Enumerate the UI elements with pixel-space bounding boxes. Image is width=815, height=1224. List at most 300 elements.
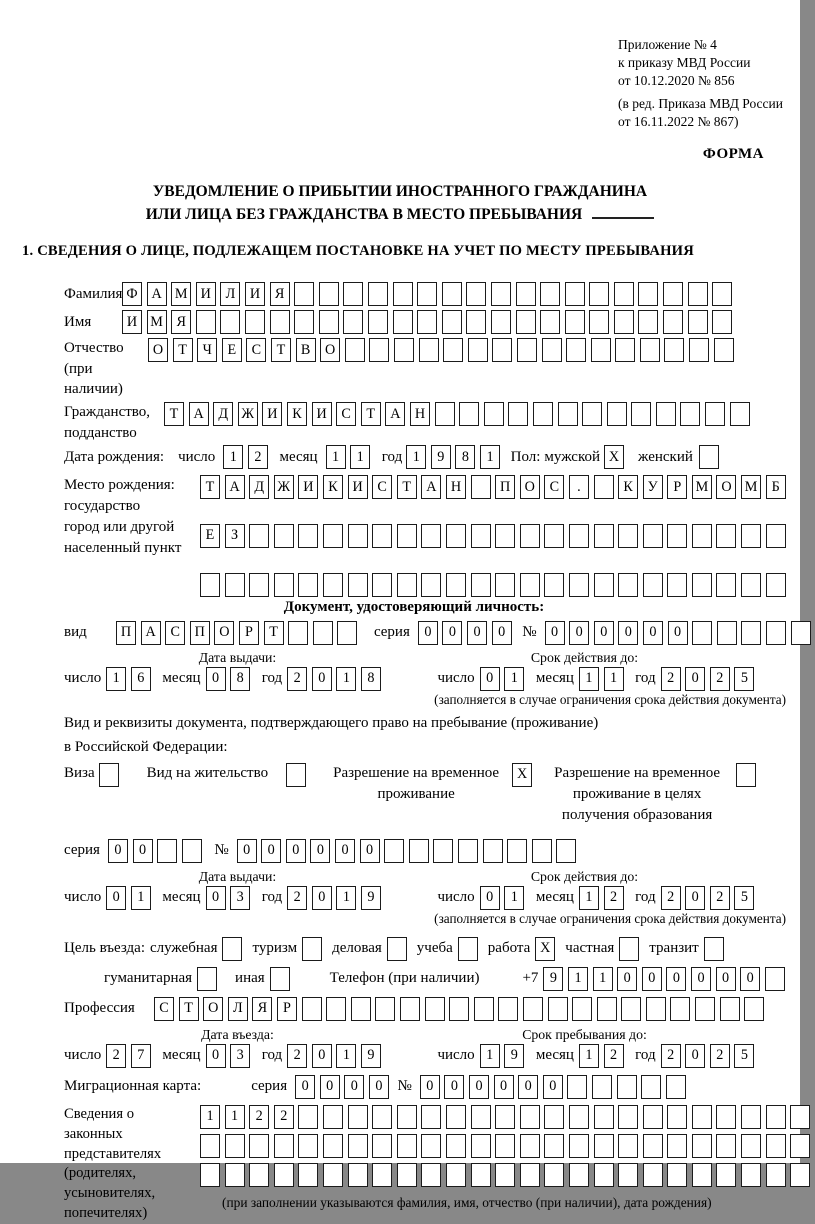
char-box[interactable]: А bbox=[225, 475, 245, 499]
char-box[interactable] bbox=[492, 338, 512, 362]
char-box[interactable]: 1 bbox=[593, 967, 613, 991]
doc-issue-day-boxes[interactable] bbox=[106, 667, 155, 691]
char-box[interactable]: 0 bbox=[310, 839, 330, 863]
char-box[interactable]: Н bbox=[446, 475, 466, 499]
char-box[interactable] bbox=[569, 1163, 589, 1187]
char-box[interactable] bbox=[446, 524, 466, 548]
char-box[interactable]: М bbox=[171, 282, 191, 306]
char-box[interactable] bbox=[558, 402, 578, 426]
char-box[interactable] bbox=[200, 1163, 220, 1187]
char-box[interactable]: 0 bbox=[685, 886, 705, 910]
char-box[interactable]: 0 bbox=[286, 839, 306, 863]
char-box[interactable]: 9 bbox=[543, 967, 563, 991]
char-box[interactable]: 6 bbox=[131, 667, 151, 691]
char-box[interactable]: 1 bbox=[504, 667, 524, 691]
permit-expiry-month-boxes[interactable] bbox=[579, 886, 628, 910]
char-box[interactable] bbox=[688, 310, 708, 334]
char-box[interactable]: А bbox=[147, 282, 167, 306]
char-box[interactable]: П bbox=[116, 621, 136, 645]
female-checkbox[interactable] bbox=[699, 445, 719, 469]
char-box[interactable]: 8 bbox=[455, 445, 475, 469]
char-box[interactable] bbox=[348, 1163, 368, 1187]
char-box[interactable] bbox=[565, 310, 585, 334]
char-box[interactable]: 0 bbox=[469, 1075, 489, 1099]
char-box[interactable] bbox=[643, 1105, 663, 1129]
char-box[interactable]: 2 bbox=[661, 1044, 681, 1068]
representatives-row1-boxes[interactable] bbox=[200, 1105, 815, 1129]
char-box[interactable]: 8 bbox=[361, 667, 381, 691]
char-box[interactable] bbox=[692, 621, 712, 645]
char-box[interactable] bbox=[397, 1105, 417, 1129]
char-box[interactable]: 8 bbox=[230, 667, 250, 691]
char-box[interactable]: 0 bbox=[569, 621, 589, 645]
char-box[interactable]: Я bbox=[252, 997, 272, 1021]
char-box[interactable] bbox=[425, 997, 445, 1021]
doc-issue-year-boxes[interactable] bbox=[287, 667, 385, 691]
char-box[interactable]: 0 bbox=[480, 667, 500, 691]
char-box[interactable] bbox=[466, 282, 486, 306]
char-box[interactable] bbox=[589, 282, 609, 306]
char-box[interactable] bbox=[298, 1105, 318, 1129]
migration-card-series-boxes[interactable] bbox=[295, 1075, 393, 1099]
char-box[interactable]: И bbox=[262, 402, 282, 426]
char-box[interactable] bbox=[372, 1163, 392, 1187]
char-box[interactable] bbox=[741, 1163, 761, 1187]
char-box[interactable]: Т bbox=[173, 338, 193, 362]
char-box[interactable] bbox=[542, 338, 562, 362]
char-box[interactable]: 0 bbox=[492, 621, 512, 645]
char-box[interactable]: З bbox=[225, 524, 245, 548]
char-box[interactable]: О bbox=[716, 475, 736, 499]
char-box[interactable] bbox=[544, 524, 564, 548]
char-box[interactable] bbox=[471, 573, 491, 597]
char-box[interactable]: 1 bbox=[406, 445, 426, 469]
char-box[interactable] bbox=[540, 282, 560, 306]
char-box[interactable]: 1 bbox=[200, 1105, 220, 1129]
char-box[interactable]: 1 bbox=[579, 1044, 599, 1068]
char-box[interactable] bbox=[688, 282, 708, 306]
char-box[interactable] bbox=[348, 1105, 368, 1129]
char-box[interactable] bbox=[766, 1134, 786, 1158]
doc-series-boxes[interactable] bbox=[418, 621, 516, 645]
char-box[interactable] bbox=[249, 1163, 269, 1187]
stay-until-month-boxes[interactable] bbox=[579, 1044, 628, 1068]
char-box[interactable]: 9 bbox=[361, 886, 381, 910]
char-box[interactable]: К bbox=[618, 475, 638, 499]
char-box[interactable] bbox=[495, 573, 515, 597]
char-box[interactable] bbox=[544, 1105, 564, 1129]
char-box[interactable]: 2 bbox=[248, 445, 268, 469]
char-box[interactable]: М bbox=[692, 475, 712, 499]
profession-boxes[interactable] bbox=[154, 997, 769, 1021]
residence-permit-checkbox[interactable] bbox=[286, 763, 306, 787]
birth-year-boxes[interactable] bbox=[406, 445, 504, 469]
char-box[interactable] bbox=[319, 310, 339, 334]
char-box[interactable] bbox=[695, 997, 715, 1021]
char-box[interactable] bbox=[443, 338, 463, 362]
char-box[interactable]: П bbox=[190, 621, 210, 645]
char-box[interactable] bbox=[348, 1134, 368, 1158]
representatives-row3-boxes[interactable] bbox=[200, 1163, 815, 1187]
char-box[interactable] bbox=[618, 524, 638, 548]
char-box[interactable] bbox=[520, 524, 540, 548]
char-box[interactable]: 1 bbox=[336, 886, 356, 910]
char-box[interactable] bbox=[631, 402, 651, 426]
entry-month-boxes[interactable] bbox=[206, 1044, 255, 1068]
char-box[interactable]: С bbox=[165, 621, 185, 645]
char-box[interactable] bbox=[442, 282, 462, 306]
char-box[interactable]: 1 bbox=[568, 967, 588, 991]
char-box[interactable]: 3 bbox=[230, 886, 250, 910]
char-box[interactable] bbox=[766, 573, 786, 597]
char-box[interactable] bbox=[617, 1075, 637, 1099]
char-box[interactable] bbox=[643, 524, 663, 548]
char-box[interactable] bbox=[692, 1163, 712, 1187]
char-box[interactable]: 2 bbox=[287, 886, 307, 910]
char-box[interactable] bbox=[640, 338, 660, 362]
char-box[interactable] bbox=[323, 1163, 343, 1187]
char-box[interactable] bbox=[765, 967, 785, 991]
char-box[interactable] bbox=[594, 1134, 614, 1158]
char-box[interactable]: Ф bbox=[122, 282, 142, 306]
char-box[interactable] bbox=[323, 1134, 343, 1158]
char-box[interactable]: 0 bbox=[320, 1075, 340, 1099]
char-box[interactable] bbox=[446, 1134, 466, 1158]
char-box[interactable]: 2 bbox=[710, 667, 730, 691]
char-box[interactable] bbox=[421, 1134, 441, 1158]
birth-place-row3-boxes[interactable] bbox=[200, 573, 790, 597]
char-box[interactable]: 2 bbox=[249, 1105, 269, 1129]
char-box[interactable] bbox=[468, 338, 488, 362]
representatives-row2-boxes[interactable] bbox=[200, 1134, 815, 1158]
stay-until-year-boxes[interactable] bbox=[661, 1044, 759, 1068]
char-box[interactable] bbox=[397, 524, 417, 548]
char-box[interactable] bbox=[597, 997, 617, 1021]
permit-expiry-year-boxes[interactable] bbox=[661, 886, 759, 910]
char-box[interactable]: 0 bbox=[133, 839, 153, 863]
char-box[interactable] bbox=[532, 839, 552, 863]
permit-issue-year-boxes[interactable] bbox=[287, 886, 385, 910]
char-box[interactable] bbox=[716, 524, 736, 548]
char-box[interactable] bbox=[417, 310, 437, 334]
char-box[interactable]: 0 bbox=[494, 1075, 514, 1099]
char-box[interactable] bbox=[572, 997, 592, 1021]
char-box[interactable] bbox=[741, 621, 761, 645]
char-box[interactable]: 2 bbox=[710, 886, 730, 910]
char-box[interactable] bbox=[446, 1163, 466, 1187]
char-box[interactable] bbox=[638, 310, 658, 334]
char-box[interactable]: Е bbox=[222, 338, 242, 362]
char-box[interactable] bbox=[712, 282, 732, 306]
char-box[interactable] bbox=[471, 1163, 491, 1187]
temp-permit-checkbox[interactable]: X bbox=[512, 763, 532, 787]
char-box[interactable]: Т bbox=[264, 621, 284, 645]
char-box[interactable] bbox=[274, 524, 294, 548]
char-box[interactable]: 5 bbox=[734, 1044, 754, 1068]
char-box[interactable] bbox=[741, 1134, 761, 1158]
char-box[interactable] bbox=[471, 1105, 491, 1129]
char-box[interactable] bbox=[594, 573, 614, 597]
permit-issue-month-boxes[interactable] bbox=[206, 886, 255, 910]
char-box[interactable]: Ж bbox=[238, 402, 258, 426]
char-box[interactable]: 0 bbox=[312, 667, 332, 691]
char-box[interactable]: 1 bbox=[223, 445, 243, 469]
char-box[interactable]: 0 bbox=[618, 621, 638, 645]
char-box[interactable]: И bbox=[348, 475, 368, 499]
char-box[interactable] bbox=[569, 1134, 589, 1158]
char-box[interactable] bbox=[594, 524, 614, 548]
char-box[interactable] bbox=[567, 1075, 587, 1099]
char-box[interactable]: О bbox=[148, 338, 168, 362]
char-box[interactable]: Я bbox=[171, 310, 191, 334]
char-box[interactable]: 7 bbox=[131, 1044, 151, 1068]
char-box[interactable]: 9 bbox=[504, 1044, 524, 1068]
char-box[interactable] bbox=[274, 1134, 294, 1158]
char-box[interactable]: 1 bbox=[326, 445, 346, 469]
doc-kind-boxes[interactable] bbox=[116, 621, 362, 645]
char-box[interactable] bbox=[337, 621, 357, 645]
char-box[interactable]: Ж bbox=[274, 475, 294, 499]
char-box[interactable]: Ч bbox=[197, 338, 217, 362]
char-box[interactable]: Д bbox=[213, 402, 233, 426]
char-box[interactable] bbox=[421, 1163, 441, 1187]
char-box[interactable]: И bbox=[298, 475, 318, 499]
char-box[interactable] bbox=[766, 1163, 786, 1187]
visa-checkbox[interactable] bbox=[99, 763, 119, 787]
char-box[interactable]: 0 bbox=[685, 667, 705, 691]
char-box[interactable] bbox=[663, 310, 683, 334]
char-box[interactable] bbox=[435, 402, 455, 426]
char-box[interactable] bbox=[569, 573, 589, 597]
char-box[interactable]: Т bbox=[164, 402, 184, 426]
char-box[interactable] bbox=[446, 573, 466, 597]
char-box[interactable] bbox=[394, 338, 414, 362]
char-box[interactable] bbox=[565, 282, 585, 306]
char-box[interactable]: 0 bbox=[312, 1044, 332, 1068]
char-box[interactable]: 0 bbox=[740, 967, 760, 991]
char-box[interactable]: И bbox=[122, 310, 142, 334]
purpose-private-checkbox[interactable] bbox=[619, 937, 639, 961]
doc-expiry-day-boxes[interactable] bbox=[480, 667, 529, 691]
char-box[interactable] bbox=[643, 1163, 663, 1187]
char-box[interactable] bbox=[421, 573, 441, 597]
purpose-tourism-checkbox[interactable] bbox=[302, 937, 322, 961]
char-box[interactable] bbox=[368, 282, 388, 306]
char-box[interactable] bbox=[744, 997, 764, 1021]
char-box[interactable]: 0 bbox=[642, 967, 662, 991]
char-box[interactable]: Р bbox=[277, 997, 297, 1021]
char-box[interactable] bbox=[615, 338, 635, 362]
char-box[interactable] bbox=[393, 282, 413, 306]
char-box[interactable]: 0 bbox=[206, 886, 226, 910]
char-box[interactable] bbox=[656, 402, 676, 426]
char-box[interactable] bbox=[716, 1134, 736, 1158]
char-box[interactable] bbox=[569, 1105, 589, 1129]
char-box[interactable]: 0 bbox=[295, 1075, 315, 1099]
purpose-study-checkbox[interactable] bbox=[458, 937, 478, 961]
char-box[interactable]: 0 bbox=[444, 1075, 464, 1099]
char-box[interactable]: 1 bbox=[336, 1044, 356, 1068]
char-box[interactable] bbox=[618, 573, 638, 597]
char-box[interactable] bbox=[393, 310, 413, 334]
char-box[interactable]: П bbox=[495, 475, 515, 499]
birth-place-row2-boxes[interactable] bbox=[200, 524, 790, 548]
permit-issue-day-boxes[interactable] bbox=[106, 886, 155, 910]
char-box[interactable]: 2 bbox=[604, 1044, 624, 1068]
char-box[interactable] bbox=[705, 402, 725, 426]
char-box[interactable] bbox=[326, 997, 346, 1021]
char-box[interactable] bbox=[372, 1105, 392, 1129]
char-box[interactable]: С bbox=[544, 475, 564, 499]
char-box[interactable] bbox=[544, 1163, 564, 1187]
birth-day-boxes[interactable] bbox=[223, 445, 272, 469]
char-box[interactable] bbox=[594, 475, 614, 499]
char-box[interactable]: А bbox=[189, 402, 209, 426]
char-box[interactable]: А bbox=[421, 475, 441, 499]
char-box[interactable]: 2 bbox=[710, 1044, 730, 1068]
char-box[interactable]: 2 bbox=[106, 1044, 126, 1068]
char-box[interactable] bbox=[220, 310, 240, 334]
char-box[interactable]: О bbox=[320, 338, 340, 362]
char-box[interactable] bbox=[766, 621, 786, 645]
char-box[interactable]: М bbox=[741, 475, 761, 499]
char-box[interactable] bbox=[157, 839, 177, 863]
purpose-business-checkbox[interactable] bbox=[387, 937, 407, 961]
purpose-other-checkbox[interactable] bbox=[270, 967, 290, 991]
char-box[interactable] bbox=[516, 310, 536, 334]
char-box[interactable] bbox=[566, 338, 586, 362]
char-box[interactable]: 0 bbox=[261, 839, 281, 863]
char-box[interactable] bbox=[667, 1134, 687, 1158]
char-box[interactable] bbox=[548, 997, 568, 1021]
char-box[interactable] bbox=[641, 1075, 661, 1099]
char-box[interactable]: О bbox=[214, 621, 234, 645]
char-box[interactable]: 0 bbox=[691, 967, 711, 991]
char-box[interactable] bbox=[274, 1163, 294, 1187]
char-box[interactable] bbox=[621, 997, 641, 1021]
char-box[interactable] bbox=[520, 1105, 540, 1129]
char-box[interactable]: Е bbox=[200, 524, 220, 548]
char-box[interactable]: Б bbox=[766, 475, 786, 499]
char-box[interactable] bbox=[646, 997, 666, 1021]
purpose-transit-checkbox[interactable] bbox=[704, 937, 724, 961]
char-box[interactable]: . bbox=[569, 475, 589, 499]
char-box[interactable] bbox=[491, 282, 511, 306]
char-box[interactable] bbox=[484, 402, 504, 426]
char-box[interactable]: 0 bbox=[420, 1075, 440, 1099]
char-box[interactable]: 0 bbox=[344, 1075, 364, 1099]
char-box[interactable] bbox=[516, 282, 536, 306]
char-box[interactable] bbox=[294, 282, 314, 306]
char-box[interactable]: 0 bbox=[518, 1075, 538, 1099]
char-box[interactable] bbox=[400, 997, 420, 1021]
char-box[interactable]: 9 bbox=[431, 445, 451, 469]
char-box[interactable] bbox=[351, 997, 371, 1021]
char-box[interactable] bbox=[182, 839, 202, 863]
permit-series-boxes[interactable] bbox=[108, 839, 206, 863]
char-box[interactable]: 0 bbox=[716, 967, 736, 991]
char-box[interactable] bbox=[446, 1105, 466, 1129]
char-box[interactable] bbox=[638, 282, 658, 306]
char-box[interactable]: А bbox=[385, 402, 405, 426]
char-box[interactable] bbox=[614, 310, 634, 334]
entry-year-boxes[interactable] bbox=[287, 1044, 385, 1068]
char-box[interactable] bbox=[692, 573, 712, 597]
char-box[interactable]: К bbox=[287, 402, 307, 426]
char-box[interactable]: 2 bbox=[661, 667, 681, 691]
char-box[interactable] bbox=[663, 282, 683, 306]
char-box[interactable] bbox=[741, 1105, 761, 1129]
char-box[interactable] bbox=[343, 282, 363, 306]
char-box[interactable]: 0 bbox=[206, 667, 226, 691]
char-box[interactable] bbox=[714, 338, 734, 362]
char-box[interactable]: У bbox=[643, 475, 663, 499]
char-box[interactable] bbox=[591, 338, 611, 362]
char-box[interactable] bbox=[540, 310, 560, 334]
char-box[interactable]: 5 bbox=[734, 886, 754, 910]
char-box[interactable] bbox=[245, 310, 265, 334]
char-box[interactable] bbox=[741, 524, 761, 548]
char-box[interactable]: С bbox=[372, 475, 392, 499]
char-box[interactable] bbox=[372, 1134, 392, 1158]
char-box[interactable] bbox=[618, 1163, 638, 1187]
char-box[interactable]: К bbox=[323, 475, 343, 499]
char-box[interactable] bbox=[533, 402, 553, 426]
char-box[interactable] bbox=[592, 1075, 612, 1099]
stay-until-day-boxes[interactable] bbox=[480, 1044, 529, 1068]
char-box[interactable] bbox=[458, 839, 478, 863]
doc-number-boxes[interactable] bbox=[545, 621, 815, 645]
char-box[interactable] bbox=[544, 573, 564, 597]
char-box[interactable] bbox=[249, 1134, 269, 1158]
char-box[interactable]: 0 bbox=[106, 886, 126, 910]
char-box[interactable] bbox=[471, 475, 491, 499]
char-box[interactable] bbox=[618, 1105, 638, 1129]
char-box[interactable]: 0 bbox=[237, 839, 257, 863]
char-box[interactable] bbox=[323, 524, 343, 548]
char-box[interactable] bbox=[323, 573, 343, 597]
char-box[interactable] bbox=[298, 1163, 318, 1187]
char-box[interactable]: Л bbox=[220, 282, 240, 306]
char-box[interactable] bbox=[369, 338, 389, 362]
char-box[interactable] bbox=[495, 1134, 515, 1158]
char-box[interactable] bbox=[319, 282, 339, 306]
char-box[interactable] bbox=[520, 573, 540, 597]
char-box[interactable] bbox=[298, 573, 318, 597]
char-box[interactable] bbox=[495, 1105, 515, 1129]
char-box[interactable]: 0 bbox=[594, 621, 614, 645]
char-box[interactable]: 0 bbox=[543, 1075, 563, 1099]
char-box[interactable]: Я bbox=[270, 282, 290, 306]
char-box[interactable]: 0 bbox=[480, 886, 500, 910]
char-box[interactable]: С bbox=[246, 338, 266, 362]
char-box[interactable] bbox=[790, 1163, 810, 1187]
char-box[interactable]: 0 bbox=[617, 967, 637, 991]
char-box[interactable]: 0 bbox=[312, 886, 332, 910]
char-box[interactable]: С bbox=[154, 997, 174, 1021]
char-box[interactable] bbox=[417, 282, 437, 306]
char-box[interactable] bbox=[667, 573, 687, 597]
char-box[interactable] bbox=[730, 402, 750, 426]
char-box[interactable] bbox=[766, 1105, 786, 1129]
char-box[interactable]: И bbox=[312, 402, 332, 426]
char-box[interactable]: 0 bbox=[668, 621, 688, 645]
char-box[interactable] bbox=[498, 997, 518, 1021]
char-box[interactable] bbox=[495, 1163, 515, 1187]
char-box[interactable] bbox=[274, 573, 294, 597]
char-box[interactable]: 0 bbox=[418, 621, 438, 645]
char-box[interactable] bbox=[249, 524, 269, 548]
